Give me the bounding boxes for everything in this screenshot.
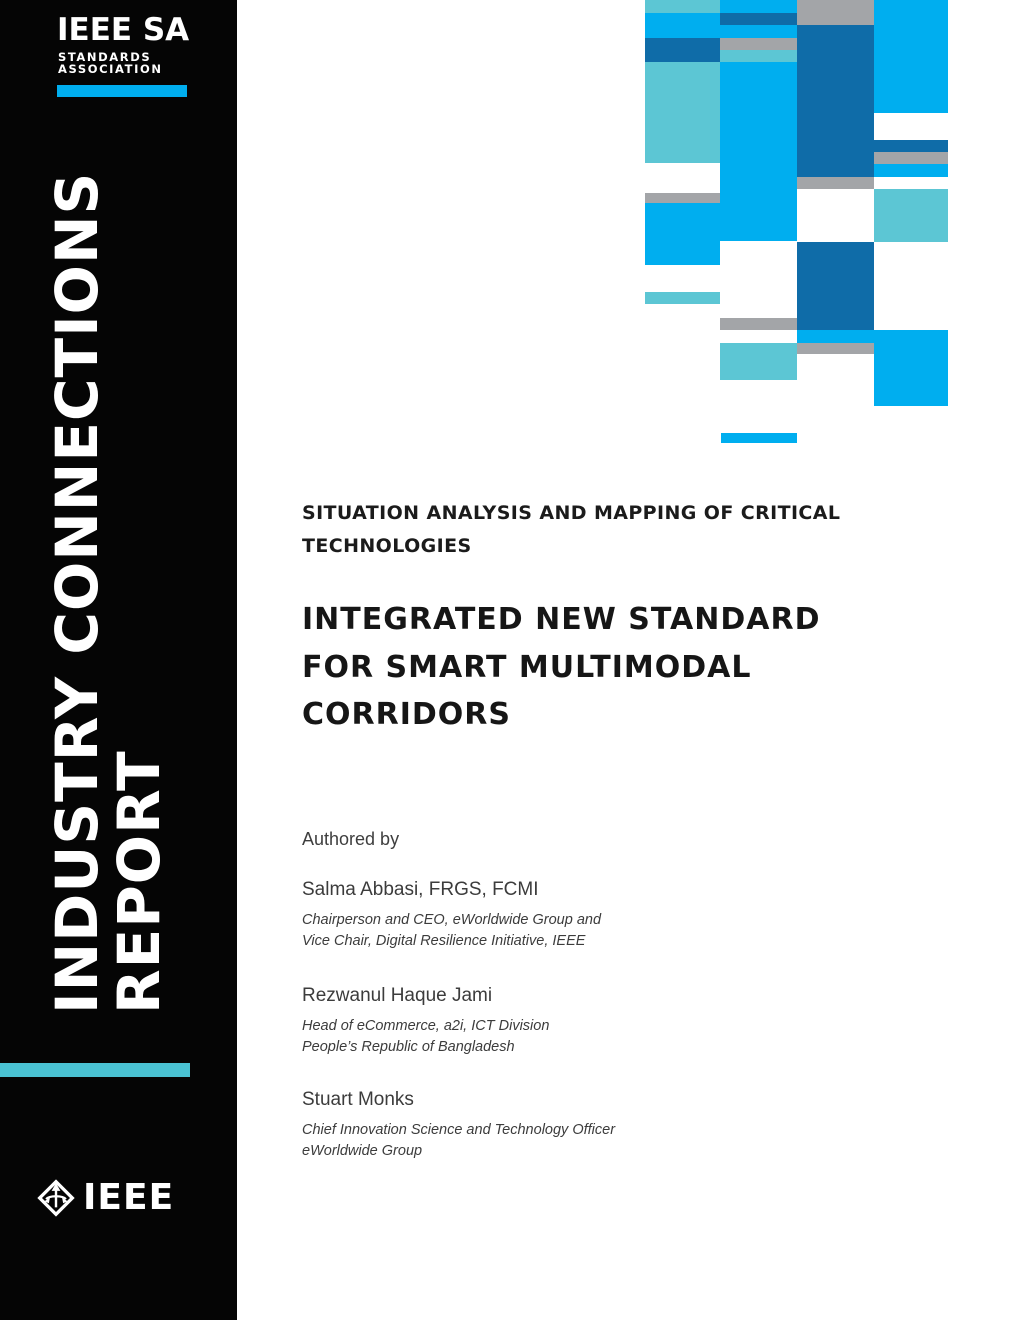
ieee-logo	[34, 1176, 174, 1220]
standards-association-label	[58, 52, 163, 75]
mosaic-tile	[797, 242, 874, 330]
mosaic-tile	[720, 343, 797, 380]
mosaic-tile	[720, 0, 797, 13]
author-role-line-1: Chief Innovation Science and Technology Officer	[302, 1122, 616, 1138]
author-name: Salma Abbasi, FRGS, FCMI	[302, 879, 539, 900]
mosaic-tile	[720, 318, 797, 330]
report-title-line-2: FOR SMART MULTIMODAL	[302, 649, 752, 685]
author-role-line-1: Chairperson and CEO, eWorldwide Group and	[302, 912, 602, 928]
mosaic-tile	[645, 292, 720, 304]
author-roles	[302, 1120, 615, 1162]
ieee-diamond-icon	[34, 1176, 78, 1220]
report-eyebrow-line-2: TECHNOLOGIES	[302, 535, 472, 557]
author-roles	[302, 1016, 549, 1058]
mosaic-tile	[874, 152, 948, 164]
mosaic-tile	[797, 177, 874, 189]
report-title-line-1: INTEGRATED NEW STANDARD	[302, 602, 821, 637]
report-eyebrow-line-1: SITUATION ANALYSIS AND MAPPING OF CRITICAL	[302, 502, 841, 524]
author-block	[302, 983, 549, 1058]
mosaic-tile	[645, 193, 720, 203]
report-title	[302, 596, 820, 739]
mosaic-tile	[645, 13, 720, 38]
mosaic-tile	[645, 203, 720, 265]
standards-label-line: STANDARDS	[58, 50, 152, 64]
mosaic-tile	[721, 433, 797, 443]
author-role-line-2: Vice Chair, Digital Resilience Initiative, IEEE	[302, 933, 586, 949]
mosaic-tile	[720, 50, 797, 62]
author-role-line-2: eWorldwide Group	[302, 1143, 423, 1159]
ieee-wordmark: IEEE	[83, 1177, 175, 1218]
vertical-title	[43, 171, 173, 1014]
mosaic-tile	[874, 189, 948, 242]
mosaic-tile	[720, 13, 797, 25]
author-role-line-2: People’s Republic of Bangladesh	[302, 1039, 515, 1055]
vertical-title-line-1: INDUSTRY CONNECTIONS	[43, 171, 111, 1014]
author-role-line-1: Head of eCommerce, a2i, ICT Division	[302, 1018, 550, 1034]
mosaic-tile	[874, 0, 948, 113]
mosaic-tile	[797, 330, 874, 343]
logo-accent-bar	[57, 85, 187, 97]
association-label-line: ASSOCIATION	[58, 61, 163, 76]
authored-by-label: Authored by	[302, 829, 400, 849]
ieee-sa-wordmark: IEEE SA	[57, 12, 190, 48]
sidebar	[0, 0, 237, 1320]
author-block	[302, 1087, 615, 1162]
mosaic-tile	[797, 25, 874, 177]
mosaic-tile	[874, 164, 948, 177]
mosaic-tile	[720, 62, 797, 241]
report-eyebrow	[302, 497, 840, 563]
mosaic-tile	[874, 330, 948, 406]
author-block	[302, 877, 601, 952]
author-roles	[302, 910, 601, 952]
mosaic-tile	[645, 62, 720, 163]
mosaic-tile	[797, 343, 874, 354]
mosaic-tile	[720, 38, 797, 50]
mosaic-tile	[874, 140, 948, 152]
report-title-line-3: CORRIDORS	[302, 697, 511, 732]
vertical-title-line-2: REPORT	[105, 750, 173, 1014]
author-name: Stuart Monks	[302, 1089, 414, 1110]
sidebar-accent-bar	[0, 1063, 190, 1077]
mosaic-tile	[645, 38, 720, 62]
mosaic-tile	[797, 0, 874, 25]
mosaic-tile	[720, 25, 797, 38]
mosaic-tile	[645, 0, 720, 13]
author-name: Rezwanul Haque Jami	[302, 985, 493, 1006]
